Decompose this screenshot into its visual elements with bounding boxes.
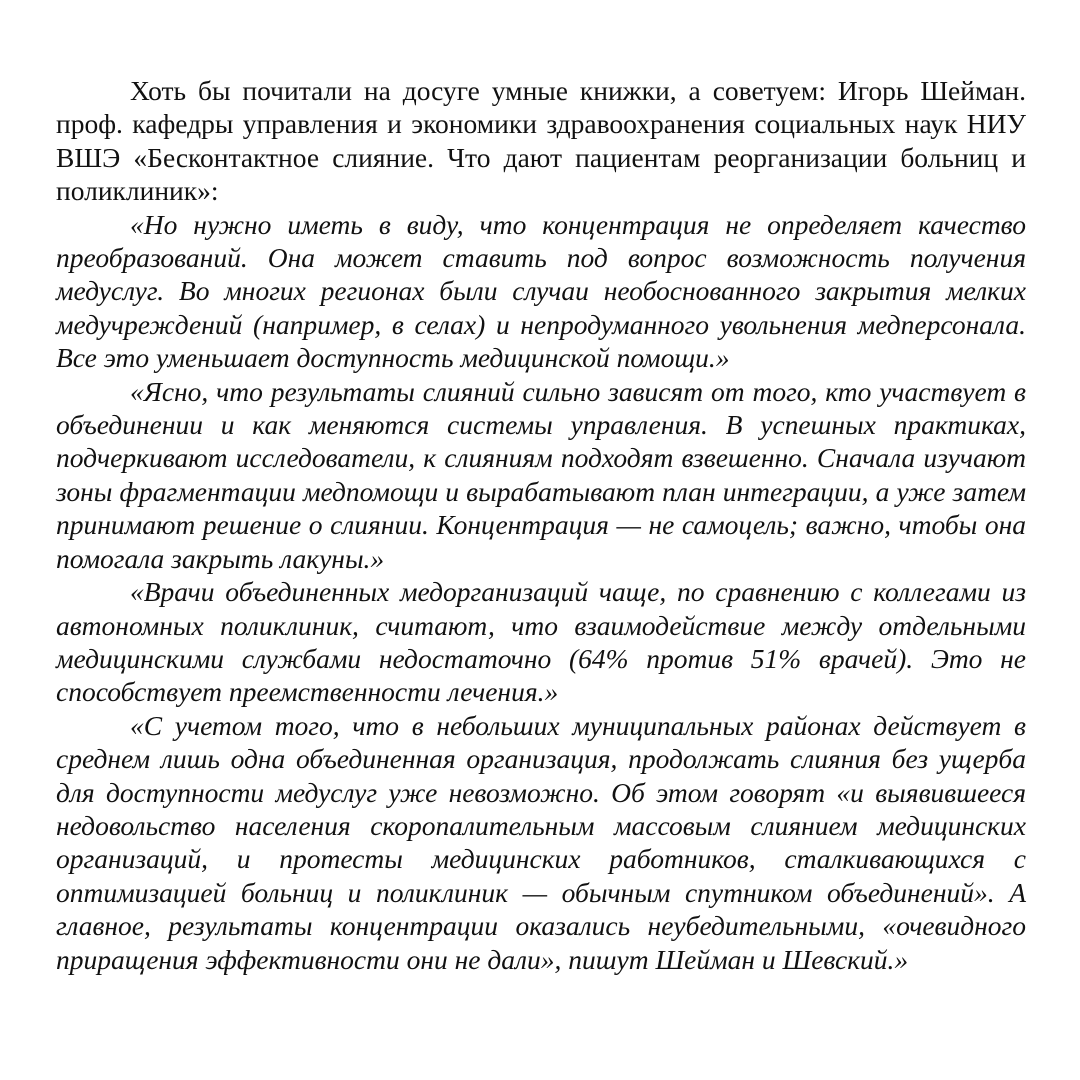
quote-paragraph-1: «Но нужно иметь в виду, что концентрация не определяет качество преобразований. Она может ставить под вопрос возможность получения медуслуг. Во многих регионах были случаи необоснованного закрытия мелких медучреждений (например, в селах) и непродуманного увольнения медперсонала. Все это уменьшает доступность медицинской помощи.»: [56, 208, 1026, 374]
quote-paragraph-4: «С учетом того, что в небольших муниципальных районах действует в среднем лишь одна объединенная организация, продолжать слияния без ущерба для доступности медуслуг уже невозможно. Об этом говорят «и выявившееся недовольство населения скоропалительным массовым слиянием медицинских организаций, и протесты медицинских работников, сталкивающихся с оптимизацией больниц и поликлиник — обычным спутником объединений». А главное, результаты концентрации оказались неубедительными, «очевидного приращения эффективности они не дали», пишут Шейман и Шевский.»: [56, 709, 1026, 975]
document-page: [56, 74, 1026, 976]
intro-paragraph: Хоть бы почитали на досуге умные книжки, а советуем: Игорь Шейман. проф. кафедры управления и экономики здравоохранения социальных наук НИУ ВШЭ «Бесконтактное слияние. Что дают пациентам реорганизации больниц и поликлиник»:: [56, 75, 1026, 207]
quote-paragraph-2: «Ясно, что результаты слияний сильно зависят от того, кто участвует в объединении и как меняются системы управления. В успешных практиках, подчеркивают исследователи, к слияниям подходят взвешенно. Сначала изучают зоны фрагментации медпомощи и вырабатывают план интеграции, а уже затем принимают решение о слиянии. Концентрация — не самоцель; важно, чтобы она помогала закрыть лакуны.»: [56, 375, 1026, 574]
quote-paragraph-3: «Врачи объединенных медорганизаций чаще, по сравнению с коллегами из автономных поликлиник, считают, что взаимодействие между отдельными медицинскими службами недостаточно (64% против 51% врачей). Это не способствует преемственности лечения.»: [56, 576, 1026, 708]
